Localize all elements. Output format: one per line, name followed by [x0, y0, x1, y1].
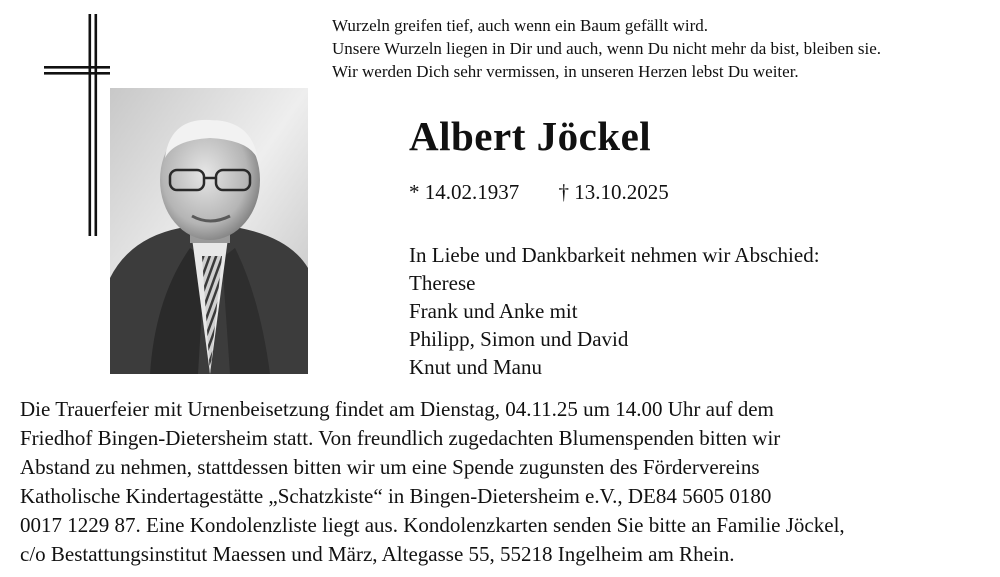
mourner-name: Philipp, Simon und David [409, 327, 629, 351]
details-line: c/o Bestattungsinstitut Maessen und März, Altegasse 55, 55218 Ingelheim am Rhein. [20, 542, 735, 566]
birth-date: * 14.02.1937 [409, 180, 520, 204]
mourner-name: Therese [409, 271, 476, 295]
motto-line: Wir werden Dich sehr vermissen, in unseren Herzen lebst Du weiter. [332, 62, 799, 81]
cross-icon [44, 14, 110, 236]
mourners-list [409, 241, 820, 381]
details-line: Abstand zu nehmen, stattdessen bitten wir um eine Spende zugunsten des Fördervereins [20, 455, 760, 479]
mourner-name: Frank und Anke mit [409, 299, 578, 323]
life-dates [409, 180, 669, 205]
motto-line: Wurzeln greifen tief, auch wenn ein Baum gefällt wird. [332, 16, 709, 35]
details-line: 0017 1229 87. Eine Kondolenzliste liegt aus. Kondolenzkarten senden Sie bitte an Familie Jöckel, [20, 513, 845, 537]
deceased-name: Albert Jöckel [409, 113, 652, 159]
details-line: Friedhof Bingen-Dietersheim statt. Von freundlich zugedachten Blumenspenden bitten wir [20, 426, 781, 450]
details-line: Die Trauerfeier mit Urnenbeisetzung findet am Dienstag, 04.11.25 um 14.00 Uhr auf dem [20, 397, 774, 421]
details-line: Katholische Kindertagestätte „Schatzkiste“ in Bingen-Dietersheim e.V., DE84 5605 0180 [20, 484, 772, 508]
death-date: † 13.10.2025 [558, 180, 669, 204]
portrait-photo [110, 88, 308, 374]
funeral-details [20, 395, 990, 569]
mourners-intro: In Liebe und Dankbarkeit nehmen wir Abschied: [409, 243, 820, 267]
mourner-name: Knut und Manu [409, 355, 542, 379]
motto-line: Unsere Wurzeln liegen in Dir und auch, wenn Du nicht mehr da bist, bleiben sie. [332, 39, 881, 58]
motto-verse [332, 14, 992, 83]
